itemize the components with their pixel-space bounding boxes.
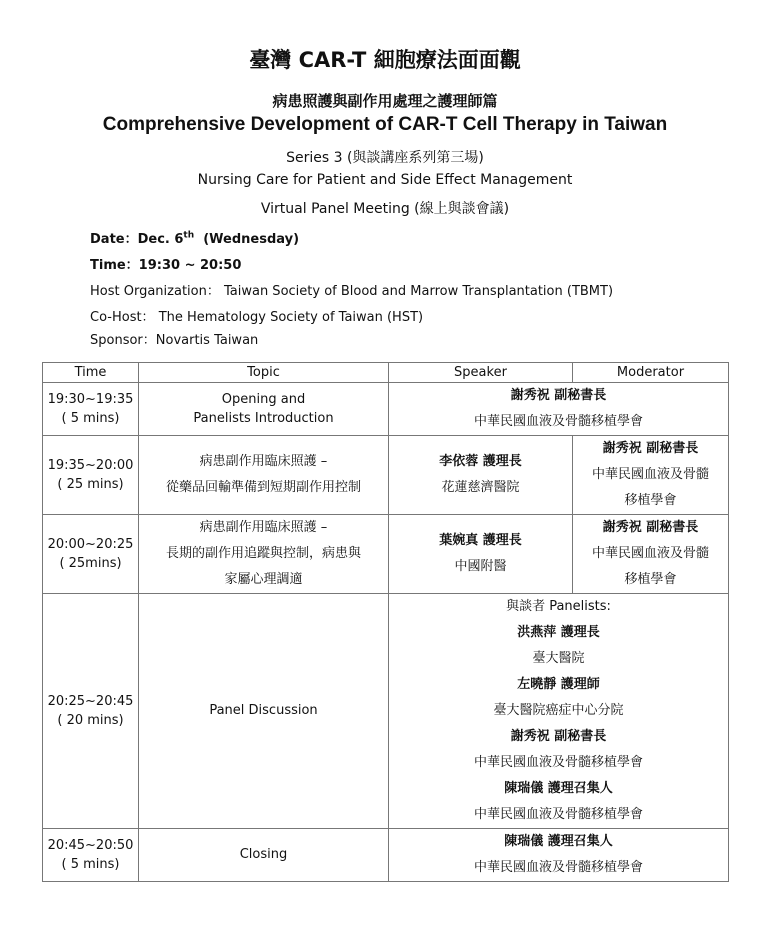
panelist-org: 中華民國血液及骨髓移植學會	[473, 807, 643, 822]
time-cell	[43, 515, 139, 594]
table-row	[43, 383, 729, 436]
duration: ( 20 mins)	[57, 713, 124, 728]
topic-line: 長期的副作用追蹤與控制，病患與	[165, 546, 361, 561]
moderator-org: 中華民國血液及骨髓	[591, 467, 709, 482]
table-row	[43, 515, 729, 594]
header-speaker: Speaker	[389, 363, 573, 383]
panelist-name: 洪燕萍 護理長	[517, 625, 600, 640]
time-range: 20:45~20:50	[47, 838, 134, 853]
panelist-org: 中華民國血液及骨髓移植學會	[473, 755, 643, 770]
time-range: 20:25~20:45	[47, 694, 134, 709]
title-zh: 臺灣 CAR-T 細胞療法面面觀	[249, 48, 521, 72]
moderator-name: 謝秀祝 副秘書長	[602, 441, 699, 456]
speaker-cell	[389, 436, 573, 515]
speaker-name: 謝秀祝 副秘書長	[510, 388, 607, 403]
header-time: Time	[43, 363, 139, 383]
topic-line: 病患副作用臨床照護 –	[199, 454, 328, 469]
topic-cell	[139, 383, 389, 436]
speaker-org: 花蓮慈濟醫院	[441, 480, 520, 495]
speaker-moderator-cell	[389, 383, 729, 436]
time-line: Time：19:30 ~ 20:50	[90, 258, 242, 273]
topic-line: Panel Discussion	[209, 703, 318, 718]
speaker-org: 中華民國血液及骨髓移植學會	[473, 414, 643, 429]
speaker-cell	[389, 515, 573, 594]
subtitle-zh: 病患照護與副作用處理之護理師篇	[272, 92, 498, 110]
topic-line: 病患副作用臨床照護 –	[199, 520, 328, 535]
topic-line: 從藥品回輸準備到短期副作用控制	[165, 480, 361, 495]
speaker-moderator-cell	[389, 829, 729, 882]
date-line	[90, 228, 299, 247]
series-line: Series 3 (與談講座系列第三場)	[286, 150, 484, 166]
panelist-name: 謝秀祝 副秘書長	[510, 729, 607, 744]
duration: ( 25mins)	[59, 556, 122, 571]
table-row	[43, 436, 729, 515]
topic-line: Closing	[239, 847, 288, 862]
speaker-org: 中華民國血液及骨髓移植學會	[473, 860, 643, 875]
header-topic: Topic	[139, 363, 389, 383]
panelist-name: 陳瑞儀 護理召集人	[504, 781, 613, 796]
cohost-line: Co-Host： The Hematology Society of Taiwan (HST)	[90, 310, 424, 325]
panelists-label: 與談者 Panelists:	[506, 599, 611, 614]
topic-cell	[139, 829, 389, 882]
time-range: 19:35~20:00	[47, 458, 134, 473]
time-range: 20:00~20:25	[47, 537, 134, 552]
date-day: (Wednesday)	[203, 232, 300, 247]
topic-line: 家屬心理調適	[224, 572, 303, 587]
speaker-name: 李依蓉 護理長	[439, 454, 522, 469]
panelist-name: 左曉靜 護理師	[517, 677, 600, 692]
schedule-table	[42, 362, 729, 882]
time-cell	[43, 383, 139, 436]
topic-cell	[139, 594, 389, 829]
topic-line: Nursing Care for Patient and Side Effect Management	[197, 172, 573, 188]
time-cell	[43, 829, 139, 882]
topic-cell	[139, 436, 389, 515]
date-label: Date：Dec. 6	[90, 232, 184, 247]
moderator-org: 移植學會	[624, 572, 677, 587]
title-en: Comprehensive Development of CAR-T Cell Therapy in Taiwan	[102, 114, 668, 135]
moderator-cell	[573, 436, 729, 515]
moderator-cell	[573, 515, 729, 594]
duration: ( 5 mins)	[61, 857, 120, 872]
topic-line: Panelists Introduction	[193, 411, 334, 426]
sponsor-line: Sponsor：Novartis Taiwan	[90, 333, 259, 348]
moderator-name: 謝秀祝 副秘書長	[602, 520, 699, 535]
duration: ( 5 mins)	[61, 411, 120, 426]
date-suffix: th	[183, 230, 195, 241]
duration: ( 25 mins)	[57, 477, 124, 492]
header-moderator: Moderator	[573, 363, 729, 383]
moderator-org: 中華民國血液及骨髓	[591, 546, 709, 561]
panelist-org: 臺大醫院	[532, 651, 585, 666]
table-header-row	[43, 363, 729, 383]
format-line: Virtual Panel Meeting (線上與談會議)	[260, 201, 510, 217]
topic-line: Opening and	[221, 392, 306, 407]
panelists-cell	[389, 594, 729, 829]
table-row	[43, 829, 729, 882]
moderator-org: 移植學會	[624, 493, 677, 508]
host-line: Host Organization： Taiwan Society of Blood and Marrow Transplantation (TBMT)	[90, 284, 614, 299]
speaker-name: 陳瑞儀 護理召集人	[504, 834, 613, 849]
speaker-name: 葉婉真 護理長	[439, 533, 522, 548]
speaker-org: 中國附醫	[454, 559, 507, 574]
time-range: 19:30~19:35	[47, 392, 134, 407]
time-cell	[43, 436, 139, 515]
time-cell	[43, 594, 139, 829]
table-row	[43, 594, 729, 829]
panelist-org: 臺大醫院癌症中心分院	[493, 703, 624, 718]
topic-cell	[139, 515, 389, 594]
